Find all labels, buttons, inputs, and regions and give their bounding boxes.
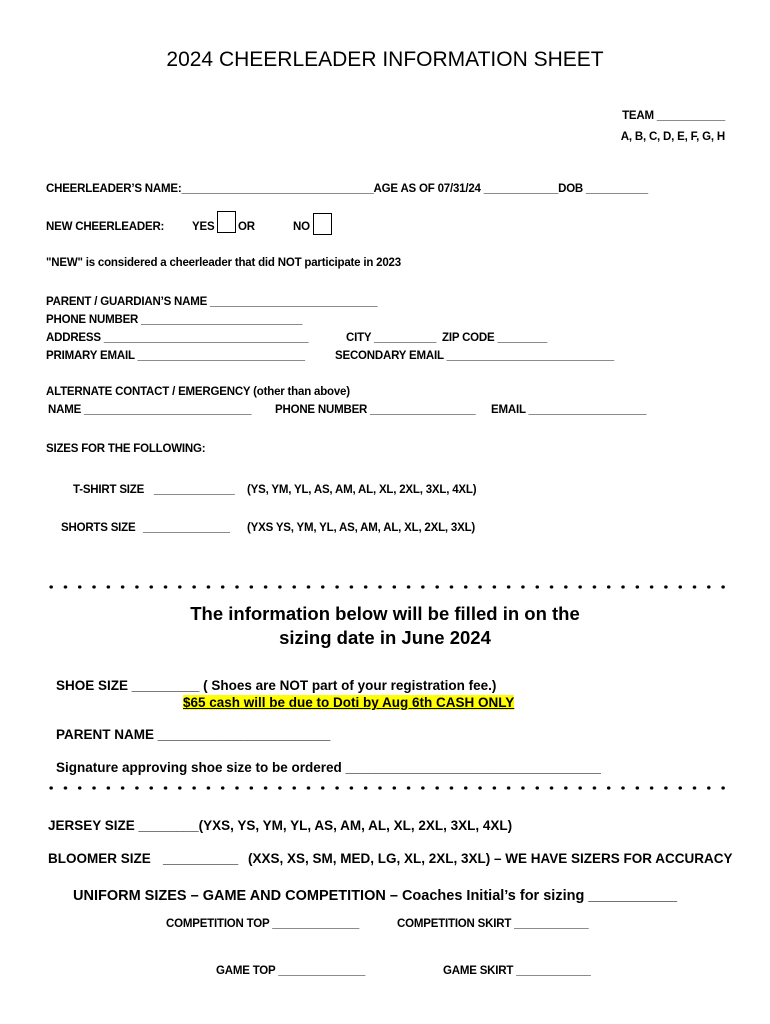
bloomer-size-options: (XXS, XS, SM, MED, LG, XL, 2XL, 3XL) – WE HAVE SIZERS FOR ACCURACY <box>248 851 733 866</box>
sizing-notice-line1: The information below will be filled in on the <box>190 603 580 624</box>
primary-email-field[interactable]: PRIMARY EMAIL ___________________________ <box>46 350 305 362</box>
uniform-sizes-heading[interactable]: UNIFORM SIZES – GAME AND COMPETITION – Coaches Initial’s for sizing ___________ <box>73 888 678 904</box>
sizes-heading: SIZES FOR THE FOLLOWING: <box>46 443 206 455</box>
zip-field[interactable]: ZIP CODE ________ <box>442 332 548 344</box>
dotted-divider <box>44 585 730 589</box>
tshirt-size-label: T-SHIRT SIZE <box>73 484 145 496</box>
game-top-field[interactable]: GAME TOP ______________ <box>216 965 366 977</box>
tshirt-size-field[interactable]: _____________ <box>154 484 235 496</box>
team-field[interactable]: TEAM ___________ <box>622 110 725 122</box>
cheerleader-name-line[interactable]: CHEERLEADER’S NAME:_______________________________AGE AS OF 07/31/24 ____________DOB __________ <box>46 183 648 195</box>
no-label: NO <box>293 221 310 233</box>
new-cheerleader-label: NEW CHEERLEADER: <box>46 221 165 233</box>
team-options: A, B, C, D, E, F, G, H <box>620 131 725 143</box>
shoe-due-note: will be due to Doti by Aug 6th CASH ONLY <box>240 695 515 710</box>
secondary-email-field[interactable]: SECONDARY EMAIL ___________________________ <box>335 350 614 362</box>
shoe-cash-amount: $65 cash <box>183 695 241 710</box>
bloomer-size-label: BLOOMER SIZE <box>48 851 151 866</box>
shoe-parent-name-field[interactable]: PARENT NAME _______________________ <box>56 727 331 742</box>
parent-phone-field[interactable]: PHONE NUMBER __________________________ <box>46 314 303 326</box>
tshirt-size-options: (YS, YM, YL, AS, AM, AL, XL, 2XL, 3XL, 4XL) <box>247 484 477 496</box>
sizing-notice-line2: sizing date in June 2024 <box>279 627 491 648</box>
or-label: OR <box>238 221 255 233</box>
shoe-size-field[interactable]: SHOE SIZE _________ ( Shoes are NOT part of your registration fee.) <box>56 678 497 693</box>
shorts-size-field[interactable]: ______________ <box>143 522 230 534</box>
game-skirt-field[interactable]: GAME SKIRT ____________ <box>443 965 591 977</box>
address-field[interactable]: ADDRESS _________________________________ <box>46 332 309 344</box>
shorts-size-options: (YXS YS, YM, YL, AS, AM, AL, XL, 2XL, 3XL) <box>247 522 476 534</box>
city-field[interactable]: CITY __________ <box>346 332 437 344</box>
page-title: 2024 CHEERLEADER INFORMATION SHEET <box>166 48 604 71</box>
alternate-phone-field[interactable]: PHONE NUMBER _________________ <box>275 404 476 416</box>
parent-name-field[interactable]: PARENT / GUARDIAN’S NAME ___________________________ <box>46 296 378 308</box>
yes-checkbox[interactable] <box>217 211 236 233</box>
bloomer-size-field[interactable]: __________ <box>163 851 239 866</box>
competition-top-field[interactable]: COMPETITION TOP ______________ <box>166 918 360 930</box>
jersey-size-field[interactable]: JERSEY SIZE ________(YXS, YS, YM, YL, AS, AM, AL, XL, 2XL, 3XL, 4XL) <box>48 818 513 833</box>
shoe-payment-note <box>183 695 514 710</box>
new-cheerleader-note: "NEW" is considered a cheerleader that did NOT participate in 2023 <box>46 257 401 269</box>
alternate-contact-heading: ALTERNATE CONTACT / EMERGENCY (other than above) <box>46 386 350 398</box>
alternate-name-field[interactable]: NAME ___________________________ <box>48 404 252 416</box>
competition-skirt-field[interactable]: COMPETITION SKIRT ____________ <box>397 918 589 930</box>
no-checkbox[interactable] <box>313 213 332 235</box>
alternate-email-field[interactable]: EMAIL ___________________ <box>491 404 647 416</box>
shorts-size-label: SHORTS SIZE <box>61 522 136 534</box>
yes-label: YES <box>192 221 215 233</box>
dotted-divider-2 <box>44 786 730 790</box>
signature-field[interactable]: Signature approving shoe size to be ordered __________________________________ <box>56 760 601 775</box>
